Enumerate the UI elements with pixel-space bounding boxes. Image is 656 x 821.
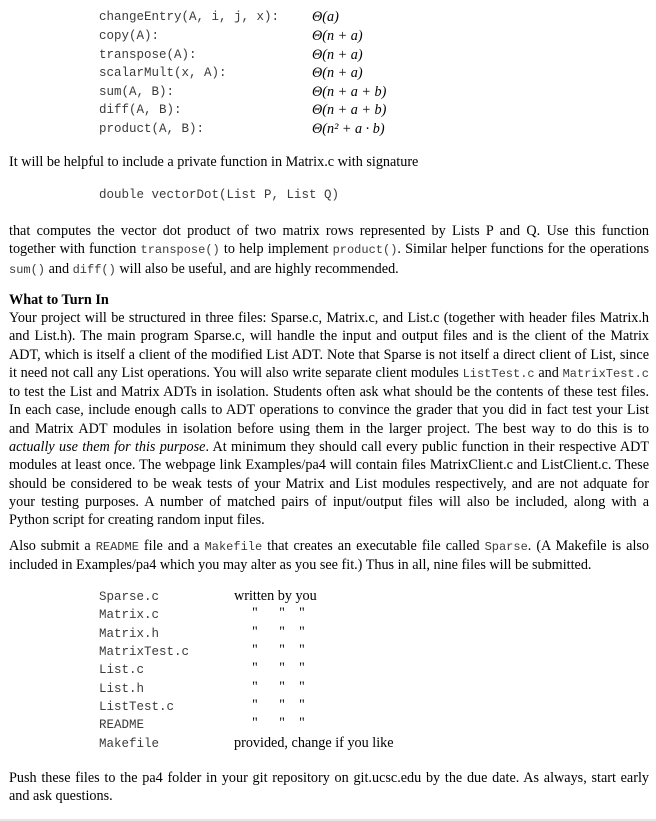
file-name: List.h: [99, 682, 145, 696]
file-note: " " ": [252, 715, 305, 731]
complexity-cost: Θ(a): [312, 9, 339, 25]
function-signature: double vectorDot(List P, List Q): [99, 188, 340, 202]
complexity-cost: Θ(n + a + b): [312, 84, 387, 100]
helper-intro: It will be helpful to include a private function in Matrix.c with signature: [9, 154, 419, 170]
file-name: Sparse.c: [99, 590, 160, 604]
code-readme: README: [95, 540, 139, 554]
code-makefile: Makefile: [204, 540, 263, 554]
closing-paragraph: Push these files to the pa4 folder in your git repository on git.ucsc.edu by the due date. As always, start early and ask questions.: [9, 770, 649, 805]
code-listtest: ListTest.c: [462, 366, 535, 381]
file-note: " " ": [252, 624, 305, 640]
code-transpose: transpose(): [140, 243, 220, 258]
file-note: " " ": [252, 697, 305, 713]
emphasis: actually use them for this purpose: [9, 439, 206, 456]
code-sparse: Sparse: [484, 540, 528, 554]
turnin-paragraph: Your project will be structured in three files: Sparse.c, Matrix.c, and List.c (together with header files Matrix.h and List.h). The main program Sparse.c, will handle the input and output files and is the client of the Matrix ADT, which is itself a client of the modified List ADT. Note that Sparse is not itself a direct client of List, since it need not call any List operations. You will also write separate client modules ListTest.c and MatrixTest.c to test the List and Matrix ADTs in isolation. Students often ask what should be the contents of these test files. In each case, include enough calls to ADT operations to convince the grader that you did in fact test your List and Matrix ADT modules in isolation before using them in the larger project. The best way to do this is to actually use them for this purpose. At minimum they should call every public function in their respective ADT modules at least once. The webpage link Examples/pa4 will contain files MatrixClient.c and ListClient.c. These should be considered to be weak tests of your Matrix and List modules respectively, and are not adquate for your testing purposes. A number of matched pairs of input/output files will also be included, along with a Python script for creating random input files.: [9, 310, 649, 529]
complexity-op: sum(A, B):: [99, 85, 175, 99]
complexity-op: diff(A, B):: [99, 103, 182, 117]
file-note: provided, change if you like: [234, 735, 394, 751]
complexity-cost: Θ(n + a): [312, 47, 363, 63]
submit-paragraph: Also submit a README file and a Makefile that creates an executable file called Sparse. (A Makefile is also included in Examples/pa4 which you may alter as you see fit.) Thus in all, nine files will be submitted.: [9, 538, 650, 574]
complexity-op: scalarMult(x, A):: [99, 66, 227, 80]
complexity-op: copy(A):: [99, 29, 160, 43]
file-name: Makefile: [99, 737, 160, 751]
file-name: ListTest.c: [99, 700, 175, 714]
code-product: product(): [332, 243, 398, 258]
complexity-op: product(A, B):: [99, 122, 205, 136]
code-diff: diff(): [72, 262, 116, 277]
file-note: written by you: [234, 588, 317, 604]
file-name: List.c: [99, 663, 145, 677]
complexity-cost: Θ(n² + a · b): [312, 121, 385, 137]
complexity-op: changeEntry(A, i, j, x):: [99, 10, 280, 24]
complexity-cost: Θ(n + a): [312, 65, 363, 81]
code-sum: sum(): [9, 262, 46, 277]
complexity-cost: Θ(n + a + b): [312, 102, 387, 118]
complexity-op: transpose(A):: [99, 48, 197, 62]
file-note: " " ": [252, 605, 305, 621]
file-note: " " ": [252, 679, 305, 695]
code-matrixtest: MatrixTest.c: [562, 366, 649, 381]
file-note: " " ": [252, 642, 305, 658]
complexity-cost: Θ(n + a): [312, 28, 363, 44]
file-note: " " ": [252, 660, 305, 676]
file-name: MatrixTest.c: [99, 645, 190, 659]
file-name: README: [99, 718, 145, 732]
helper-paragraph: that computes the vector dot product of two matrix rows represented by Lists P and Q. Use this function together with function transpose() to help implement product(). Similar helper functions for the operations sum() and diff() will also be useful, and are highly recommended.: [9, 223, 649, 277]
section-heading: What to Turn In: [9, 292, 109, 308]
file-name: Matrix.h: [99, 627, 160, 641]
file-name: Matrix.c: [99, 608, 160, 622]
